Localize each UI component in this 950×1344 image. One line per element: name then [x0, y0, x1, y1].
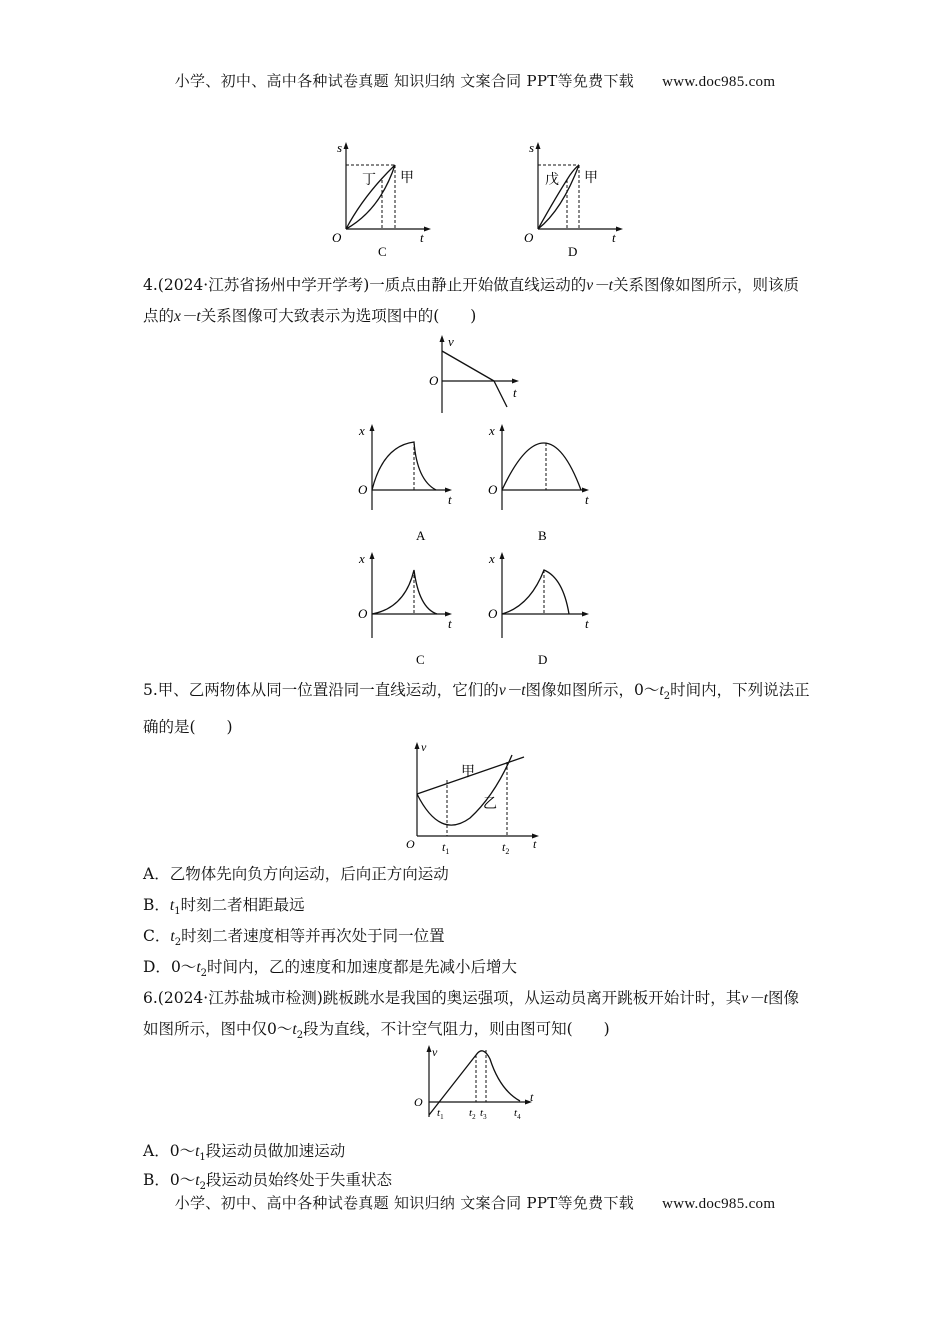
q5-vt: v－t	[498, 682, 526, 699]
footer-text: 小学、初中、高中各种试卷真题 知识归纳 文案合同 PPT等免费下载	[174, 1194, 635, 1212]
q5-choice-d[interactable]	[143, 955, 517, 979]
q6-tick-t4-sub: 4	[517, 1113, 521, 1121]
q6-text-b: 图像如图所示，图中仅0～	[143, 989, 799, 1038]
header-site: www.doc985.com	[662, 74, 776, 90]
c-opt-x-label: t	[448, 616, 452, 631]
d-curve1-label: 戊	[545, 173, 559, 188]
q5-d-text: 时间内，乙的速度和加速度都是先减小后增大	[207, 958, 518, 976]
q5-tick2: $t_2$	[502, 840, 510, 856]
q6-tick-t2: $t_2$	[469, 1107, 476, 1121]
q6-b-pre: t	[195, 1172, 200, 1189]
q5-c-text: 时刻二者速度相等并再次处于同一位置	[181, 927, 445, 945]
d-curve2-label: 甲	[584, 171, 598, 186]
q6-vt-graph	[410, 1045, 550, 1120]
q6-b-sub: 2	[199, 1181, 206, 1193]
q6-tick-t2-sub: 2	[472, 1113, 476, 1121]
c-opt-label: C	[416, 652, 425, 667]
q4-option-a-graph	[355, 420, 475, 545]
q6-text-a: 跳板跳水是我国的奥运强项，从运动员离开跳板开始计时，其	[322, 989, 742, 1007]
c-x-axis-label: t	[420, 230, 424, 245]
q6-tick-t4: $t_4$	[514, 1107, 521, 1121]
q6-b-letter: B．	[143, 1171, 170, 1189]
q4-vt-y-label: v	[448, 334, 454, 349]
q4-option-b-graph	[485, 420, 605, 545]
q6-vt: v－t	[741, 990, 768, 1007]
q5-d-sub: 2	[200, 968, 207, 980]
q5-t: t	[659, 682, 664, 699]
q6-x-label: t	[530, 1090, 534, 1104]
q5-b-letter: B．	[143, 896, 170, 914]
q5-c-pre: t	[170, 928, 175, 945]
q5-choice-c[interactable]	[143, 924, 445, 948]
q4-text-a: 一质点由静止开始做直线运动的	[369, 276, 587, 294]
q5-a-text: 乙物体先向负方向运动，后向正方向运动	[169, 865, 449, 883]
q4-xt: x－t	[174, 308, 201, 325]
q4-vt: v－t	[586, 277, 613, 294]
c-curve1-label: 丁	[362, 173, 376, 188]
q4-vt-origin: O	[429, 373, 439, 388]
q4-vt-graph	[420, 335, 540, 420]
b-label: B	[538, 528, 547, 543]
d-opt-y-label: x	[489, 551, 495, 566]
q4-text-b: 关系图像如图所示，则该质点的	[143, 276, 799, 325]
q4-source: (2024·江苏省扬州中学开学考)	[157, 276, 370, 294]
q6-tick-t3-sub: 3	[483, 1113, 487, 1121]
c-curve2-label: 甲	[400, 171, 414, 186]
q5-number: 5.	[143, 681, 158, 699]
q5-origin: O	[406, 837, 415, 851]
q6-a-letter: A．	[143, 1142, 170, 1160]
question-5	[143, 675, 813, 742]
q6-a-pre: t	[195, 1143, 200, 1160]
q5-d-letter: D．	[143, 958, 171, 976]
q6-a-text: 段运动员做加速运动	[205, 1142, 346, 1160]
a-label: A	[416, 528, 426, 543]
c-opt-y-label: x	[359, 551, 365, 566]
page-footer	[0, 1192, 950, 1213]
q5-d-pre: t	[196, 959, 201, 976]
q6-b-lead: 0～	[169, 1171, 196, 1189]
a-y-label: x	[359, 423, 365, 438]
q6-t: t	[292, 1021, 297, 1038]
question-6	[143, 983, 813, 1051]
q5-text-b: 图像如图所示，0～	[525, 681, 660, 699]
q5-text-a: 甲、乙两物体从同一位置沿同一直线运动，它们的	[157, 681, 499, 699]
q6-b-text: 段运动员始终处于失重状态	[205, 1171, 392, 1189]
d-opt-x-label: t	[585, 616, 589, 631]
b-origin: O	[488, 482, 498, 497]
q5-y-label: v	[421, 740, 427, 754]
a-x-label: t	[448, 492, 452, 507]
q5-tick1: $t_1$	[442, 840, 450, 856]
d-opt-label: D	[538, 652, 548, 667]
header-text: 小学、初中、高中各种试卷真题 知识归纳 文案合同 PPT等免费下载	[174, 72, 635, 90]
q5-x-label: t	[533, 837, 537, 851]
c-figure-label: C	[378, 244, 387, 259]
q5-line2-label: 乙	[483, 797, 497, 812]
q5-c-sub: 2	[174, 937, 182, 949]
d-opt-origin: O	[488, 606, 498, 621]
b-x-label: t	[585, 492, 589, 507]
q4-option-d-graph	[485, 548, 605, 673]
q4-option-c-graph	[355, 548, 475, 673]
c-y-axis-label: s	[337, 140, 343, 155]
q4-vt-x-label: t	[513, 385, 517, 400]
q5-t-sub: 2	[663, 691, 671, 703]
q4-text-c: 关系图像可大致表示为选项图中的( )	[200, 307, 477, 325]
q5-b-text: 时刻二者相距最远	[180, 896, 305, 914]
q6-y-label: v	[432, 1045, 438, 1059]
q6-number: 6.	[143, 989, 158, 1007]
q6-tick-t1-sub: 1	[440, 1113, 444, 1121]
q5-vt-graph	[395, 740, 555, 855]
q6-t-sub: 2	[296, 1030, 304, 1042]
question-4	[143, 270, 813, 332]
q5-text-c: 时间内，下列说法正确的是( )	[143, 681, 810, 737]
q6-choice-b[interactable]	[143, 1168, 392, 1192]
q6-a-sub: 1	[199, 1152, 206, 1164]
q6-a-lead: 0～	[169, 1142, 196, 1160]
footer-site: www.doc985.com	[662, 1196, 776, 1212]
d-figure-label: D	[568, 244, 578, 259]
q5-line1-label: 甲	[461, 765, 475, 780]
figure-c-st-graph	[320, 140, 440, 260]
q5-b-pre: t	[169, 897, 175, 914]
d-x-axis-label: t	[612, 230, 616, 245]
q5-d-lead: 0～	[170, 958, 197, 976]
c-origin-label: O	[332, 230, 342, 245]
b-y-label: x	[489, 423, 495, 438]
c-opt-origin: O	[358, 606, 368, 621]
q6-origin: O	[414, 1095, 423, 1109]
q6-source: (2024·江苏盐城市检测)	[157, 989, 323, 1007]
q5-a-letter: A．	[143, 865, 170, 883]
q6-text-c: 段为直线，不计空气阻力，则由图可知( )	[303, 1020, 610, 1038]
q5-c-letter: C．	[143, 927, 171, 945]
q6-tick-t3: $t_3$	[480, 1107, 487, 1121]
figure-d-st-graph	[512, 140, 632, 260]
q4-number: 4.	[143, 276, 158, 294]
d-origin-label: O	[524, 230, 534, 245]
a-origin: O	[358, 482, 368, 497]
q5-b-sub: 1	[174, 906, 181, 918]
q5-choice-a[interactable]	[143, 862, 449, 884]
q6-tick-t1: $t_1$	[437, 1107, 444, 1121]
page-header	[0, 70, 950, 91]
q5-choice-b[interactable]	[143, 893, 305, 917]
q6-choice-a[interactable]	[143, 1139, 345, 1163]
d-y-axis-label: s	[529, 140, 535, 155]
